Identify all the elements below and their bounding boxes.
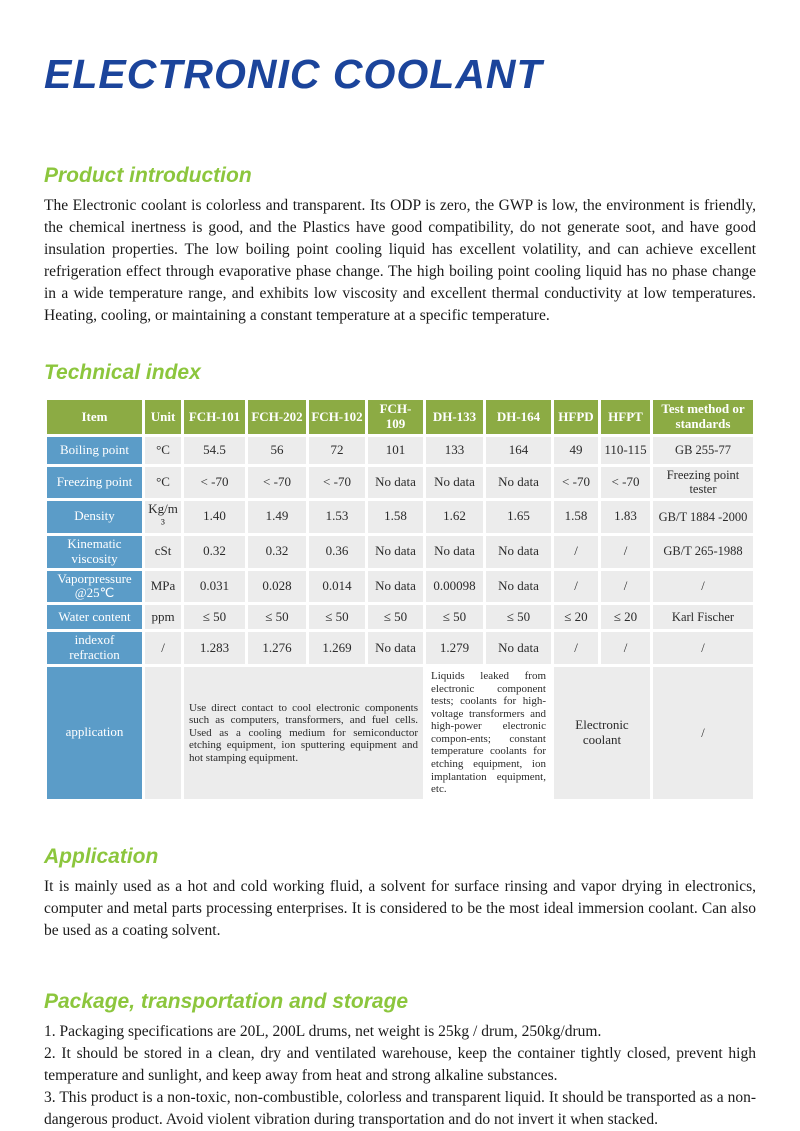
value-cell: 1.269	[309, 632, 365, 664]
table-row	[47, 632, 753, 664]
value-cell: No data	[368, 467, 423, 498]
column-header: HFPD	[554, 400, 598, 434]
value-cell: ≤ 50	[184, 605, 245, 629]
column-header: FCH-109	[368, 400, 423, 434]
unit-cell: MPa	[145, 571, 181, 603]
table-header	[47, 400, 753, 434]
application-fch-cell: Use direct contact to cool electronic components such as computers, transformers, and fuel cells. Used as a cooling medium for semiconductor etching equipment, ion sputtering equipment and hot stamping equipment.	[184, 667, 423, 798]
value-cell: 49	[554, 437, 598, 464]
value-cell: No data	[486, 571, 551, 603]
method-cell: /	[653, 632, 753, 664]
value-cell: No data	[486, 632, 551, 664]
row-label: Boiling point	[47, 437, 142, 464]
value-cell: 0.028	[248, 571, 306, 603]
value-cell: /	[554, 536, 598, 568]
table-row	[47, 467, 753, 498]
value-cell: No data	[426, 536, 483, 568]
application-row	[47, 667, 753, 798]
value-cell: 0.031	[184, 571, 245, 603]
package-line-1: 1. Packaging specifications are 20L, 200L drums, net weight is 25kg / drum, 250kg/drum.	[44, 1022, 602, 1040]
row-label: Kinematic viscosity	[47, 536, 142, 568]
value-cell: 133	[426, 437, 483, 464]
value-cell: No data	[426, 467, 483, 498]
value-cell: 101	[368, 437, 423, 464]
value-cell: /	[554, 632, 598, 664]
value-cell: 1.279	[426, 632, 483, 664]
table-row	[47, 536, 753, 568]
section-product-introduction	[44, 163, 756, 327]
application-body: It is mainly used as a hot and cold working fluid, a solvent for surface rinsing and vapor drying in electronics, computer and metal parts processing enterprises. It is considered to be the most ideal immersion coolant. Can also be used as a coating solvent.	[44, 877, 756, 939]
value-cell: No data	[486, 536, 551, 568]
value-cell: 0.00098	[426, 571, 483, 603]
value-cell: 1.58	[368, 501, 423, 533]
package-heading: Package, transportation and storage	[44, 989, 409, 1013]
value-cell: ≤ 20	[554, 605, 598, 629]
value-cell: 56	[248, 437, 306, 464]
table-row	[47, 605, 753, 629]
value-cell: No data	[368, 632, 423, 664]
value-cell: /	[601, 632, 650, 664]
table-body	[47, 437, 753, 799]
column-header: Test method or standards	[653, 400, 753, 434]
method-cell: /	[653, 571, 753, 603]
column-header: Item	[47, 400, 142, 434]
value-cell: 110-115	[601, 437, 650, 464]
value-cell: 72	[309, 437, 365, 464]
page-title: ELECTRONIC COOLANT	[44, 51, 543, 97]
application-heading: Application	[44, 844, 159, 868]
technical-index-heading: Technical index	[44, 361, 201, 384]
value-cell: No data	[368, 536, 423, 568]
column-header: FCH-202	[248, 400, 306, 434]
value-cell: < -70	[248, 467, 306, 498]
row-label: Water content	[47, 605, 142, 629]
unit-cell: /	[145, 632, 181, 664]
section-package	[44, 989, 756, 1131]
method-cell: Karl Fischer	[653, 605, 753, 629]
value-cell: ≤ 50	[368, 605, 423, 629]
value-cell: ≤ 50	[426, 605, 483, 629]
value-cell: < -70	[554, 467, 598, 498]
unit-cell: Kg/m³	[145, 501, 181, 533]
section-technical-index	[44, 360, 756, 802]
column-header: Unit	[145, 400, 181, 434]
value-cell: 164	[486, 437, 551, 464]
value-cell: < -70	[309, 467, 365, 498]
table-row	[47, 501, 753, 533]
value-cell: /	[554, 571, 598, 603]
value-cell: /	[601, 571, 650, 603]
value-cell: 0.014	[309, 571, 365, 603]
method-cell: GB/T 1884 -2000	[653, 501, 753, 533]
row-label: application	[47, 667, 142, 798]
column-header: FCH-101	[184, 400, 245, 434]
value-cell: 1.62	[426, 501, 483, 533]
value-cell: ≤ 50	[309, 605, 365, 629]
package-line-2: 2. It should be stored in a clean, dry and ventilated warehouse, keep the container tightly closed, prevent high temperature and sunlight, and keep away from heat and strong alkaline substances.	[44, 1044, 756, 1084]
product-introduction-heading: Product introduction	[44, 164, 252, 187]
value-cell: 1.49	[248, 501, 306, 533]
value-cell: 1.65	[486, 501, 551, 533]
unit-cell: °C	[145, 437, 181, 464]
method-cell: GB 255-77	[653, 437, 753, 464]
application-dh-cell: Liquids leaked from electronic component tests; coolants for high-voltage transformers and high-power electronic compon-ents; constant temperature coolants for etching equipment, ion implantation equipment, etc.	[426, 667, 551, 798]
value-cell: ≤ 20	[601, 605, 650, 629]
value-cell: No data	[486, 467, 551, 498]
table-row	[47, 437, 753, 464]
value-cell: No data	[368, 571, 423, 603]
value-cell: ≤ 50	[248, 605, 306, 629]
row-label: Vaporpressure @25℃	[47, 571, 142, 603]
technical-index-table	[44, 397, 756, 802]
value-cell: 1.40	[184, 501, 245, 533]
value-cell: 0.32	[248, 536, 306, 568]
unit-cell: ppm	[145, 605, 181, 629]
application-hf-cell: Electronic coolant	[554, 667, 650, 798]
value-cell: 1.53	[309, 501, 365, 533]
method-cell: /	[653, 667, 753, 798]
method-cell: Freezing point tester	[653, 467, 753, 498]
package-body	[44, 1021, 756, 1131]
unit-cell	[145, 667, 181, 798]
value-cell: < -70	[184, 467, 245, 498]
unit-cell: °C	[145, 467, 181, 498]
value-cell: < -70	[601, 467, 650, 498]
value-cell: 1.283	[184, 632, 245, 664]
row-label: Freezing point	[47, 467, 142, 498]
package-line-3: 3. This product is a non-toxic, non-combustible, colorless and transparent liquid. It should be transported as a non-dangerous product. Avoid violent vibration during transportation and do not invert it when stacked.	[44, 1088, 756, 1128]
column-header: DH-164	[486, 400, 551, 434]
row-label: Density	[47, 501, 142, 533]
value-cell: 0.32	[184, 536, 245, 568]
header-row	[47, 400, 753, 434]
section-application	[44, 844, 756, 942]
row-label: indexof refraction	[47, 632, 142, 664]
column-header: HFPT	[601, 400, 650, 434]
table-row	[47, 571, 753, 603]
value-cell: /	[601, 536, 650, 568]
value-cell: 1.276	[248, 632, 306, 664]
value-cell: 0.36	[309, 536, 365, 568]
value-cell: 54.5	[184, 437, 245, 464]
unit-cell: cSt	[145, 536, 181, 568]
value-cell: 1.58	[554, 501, 598, 533]
method-cell: GB/T 265-1988	[653, 536, 753, 568]
column-header: DH-133	[426, 400, 483, 434]
product-introduction-body: The Electronic coolant is colorless and transparent. Its ODP is zero, the GWP is low, the environment is friendly, the chemical inertness is good, and the Plastics have good compatibility, do not generate soot, and have good insulation properties. The low boiling point cooling liquid has excellent volatility, and can achieve excellent refrigeration effect through evaporative phase change. The high boiling point cooling liquid has no phase change in a wide temperature range, and exhibits low viscosity and excellent thermal conductivity at low temperatures. Heating, cooling, or maintaining a constant temperature at a specific temperature.	[44, 197, 756, 324]
value-cell: ≤ 50	[486, 605, 551, 629]
column-header: FCH-102	[309, 400, 365, 434]
value-cell: 1.83	[601, 501, 650, 533]
